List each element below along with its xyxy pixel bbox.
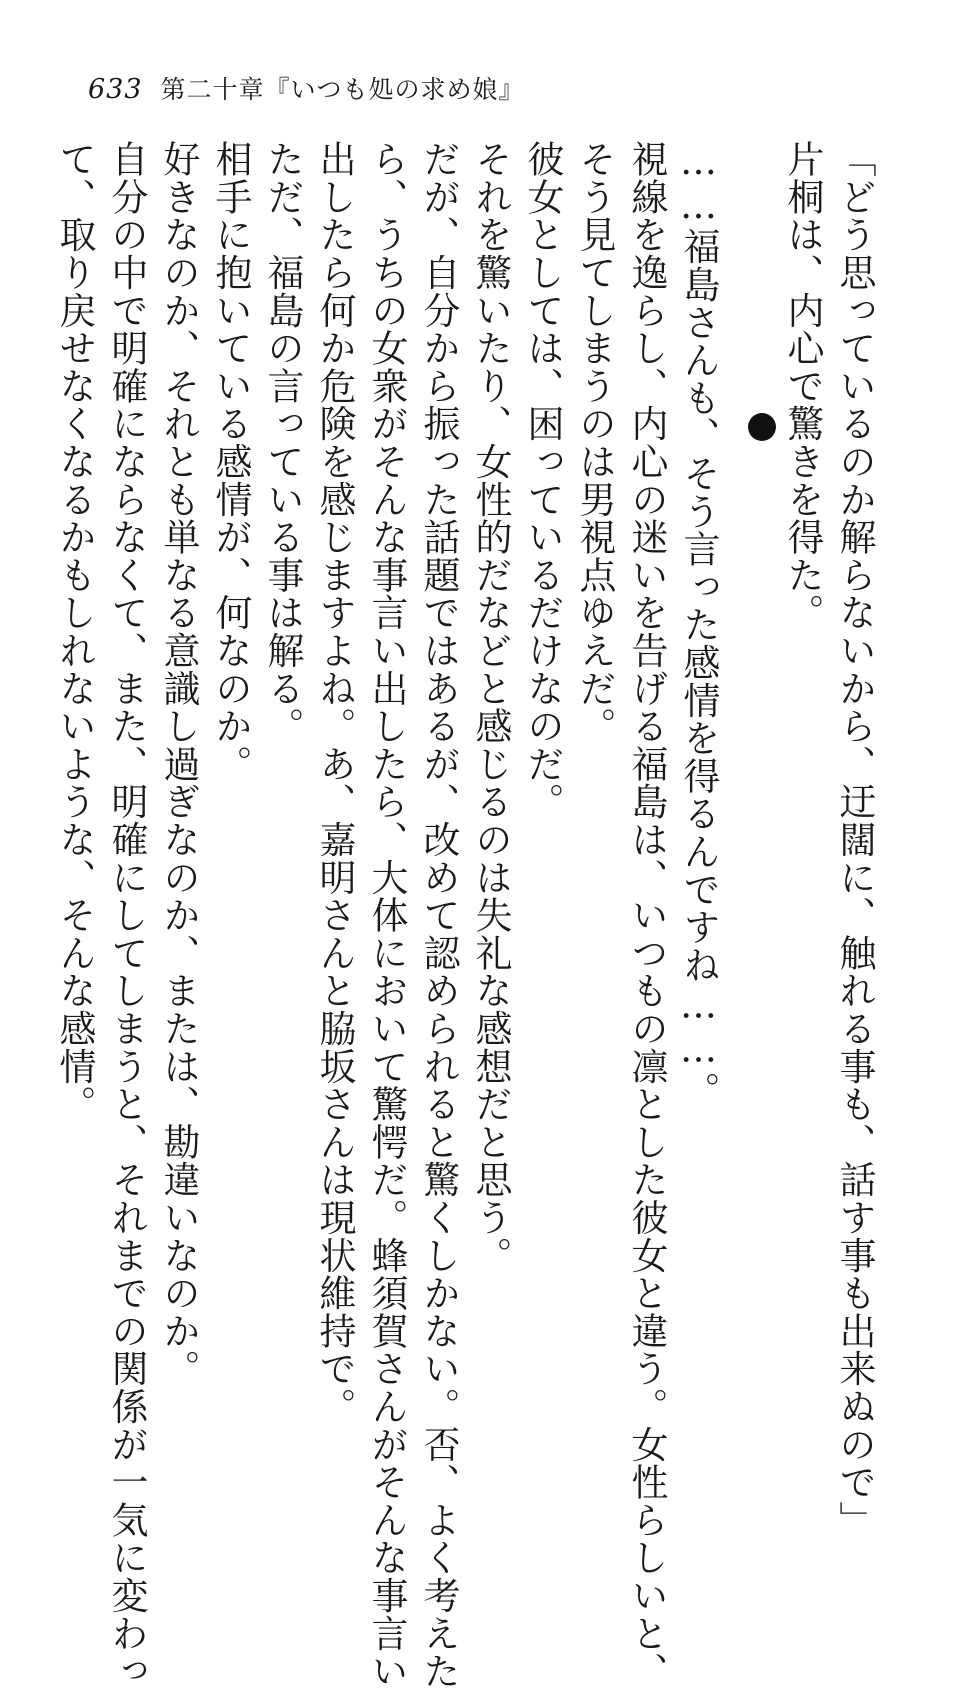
text-line: 視線を逸らし、内心の迷いを告げる福島は、いつもの凛とした彼女と違う。女性らしいと、 — [625, 140, 668, 1690]
text-line: それを驚いたり、女性的だなどと感じるのは失礼な感想だと思う。 — [469, 140, 512, 1274]
text-line: そう見てしまうのは男視点ゆえだ。 — [573, 140, 616, 745]
text-line: だが、自分から振った話題ではあるが、改めて認められると驚くしかない。否、よく考えた — [417, 140, 460, 1690]
text-line: 出したら何か危険を感じますよね。あ、嘉明さんと脇坂さんは現状維持で。 — [313, 140, 356, 1426]
page-header — [88, 70, 525, 110]
text-line: 自分の中で明確にならなくて、また、明確にしてしまうと、それまでの関係が一気に変わっ — [105, 140, 148, 1690]
text-line: 相手に抱いている感情が、何なのか。 — [209, 140, 252, 783]
body-text — [53, 140, 880, 1690]
text-line: ただ、福島の言っている事は解る。 — [261, 140, 304, 745]
chapter-title: 第二十章『いつも処の求め娘』 — [160, 75, 525, 104]
text-line: 「どう思っているのか解らないから、迂闊に、触れる事も、話す事も出来ぬので」 — [833, 140, 876, 1539]
page-number: 633 — [88, 74, 143, 105]
text-line: 彼女としては、困っているだけなのだ。 — [521, 140, 564, 821]
text-line: ら、うちの女衆がそんな事言い出したら、大体において驚愕だ。蜂須賀さんがそんな事言い — [365, 140, 408, 1690]
text-line: 片桐は、内心で驚きを得た。 — [781, 140, 824, 632]
text-line: て、取り戻せなくなるかもしれないような、そんな感情。 — [53, 140, 96, 1123]
text-line: ……福島さんも、そう言った感情を得るんですね……。 — [677, 140, 720, 1109]
text-line: 好きなのか、それとも単なる意識し過ぎなのか、または、勘違いなのか。 — [157, 140, 200, 1388]
